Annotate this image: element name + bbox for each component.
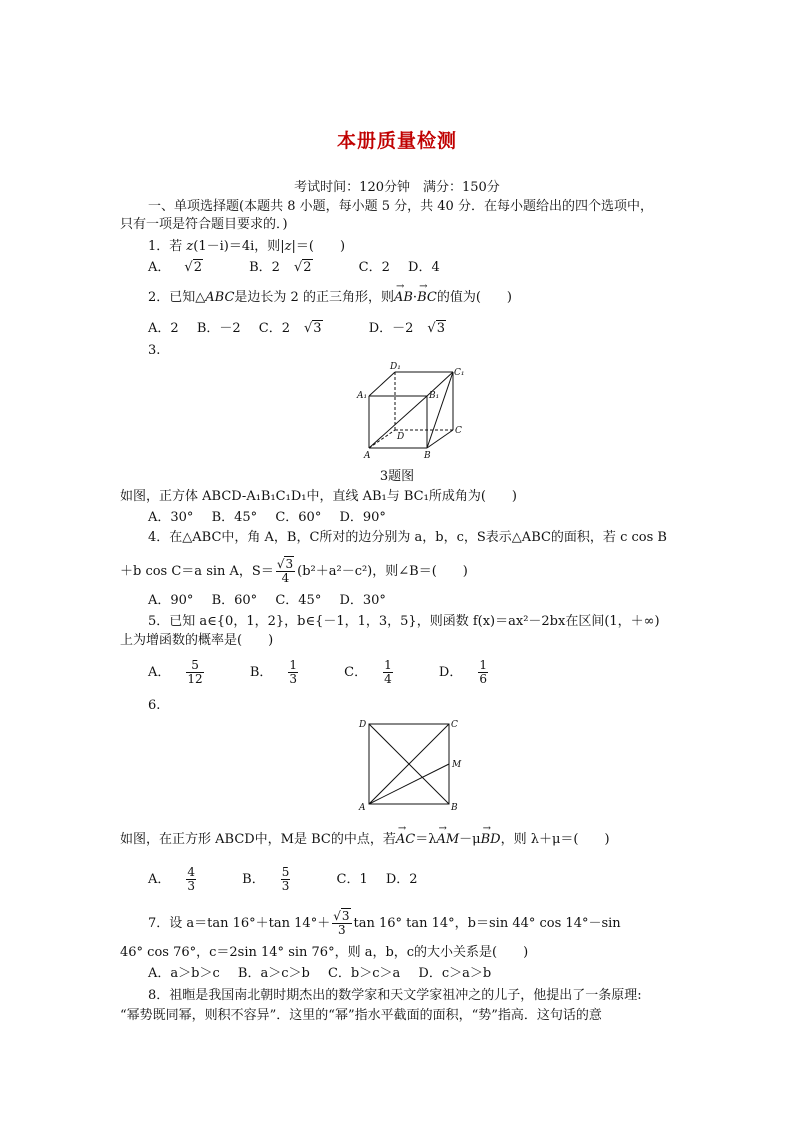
q5-options (148, 659, 708, 687)
exam-meta: 考试时间：120分钟 满分：150分 (294, 180, 500, 195)
label-B: B (451, 803, 458, 812)
q7-option-d: D．c＞a＞b (418, 966, 492, 981)
q5-line1: 5．已知 a∈{0，1，2}，b∈{－1，1，3，5}，则函数 f(x)＝ax²－2bx在区间(1，＋∞) (148, 614, 660, 629)
q1-option-c: C．2 (358, 260, 390, 275)
q3-stem: 如图，正方体 ABCD-A₁B₁C₁D₁中，直线 AB₁与 BC₁所成角为( ) (120, 489, 517, 504)
label-A: A (359, 803, 366, 812)
q3-options (148, 509, 708, 527)
square-figure (355, 716, 465, 812)
q4-options (148, 592, 708, 610)
section-heading-line2: 只有一项是符合题目要求的．) (120, 217, 288, 232)
q3-option-a: A．30° (148, 510, 194, 525)
q5-option-c: C． $\frac{1}{4}$ (344, 658, 392, 686)
label-A: A (364, 451, 371, 460)
label-D1: D₁ (390, 362, 401, 372)
q4-option-d: D．30° (339, 593, 386, 608)
q3-option-b: B．45° (211, 510, 258, 525)
q4-line1: 4．在△ABC中，角 A，B，C所对的边分别为 a，b，c，S表示△ABC的面积，若 c cos B (148, 530, 667, 545)
label-A1: A₁ (357, 391, 368, 401)
q5-line2: 上为增函数的概率是( ) (120, 633, 274, 648)
q7-option-b: B．a＞c＞b (237, 966, 310, 981)
q8-line1: 8．祖暅是我国南北朝时期杰出的数学家和天文学家祖冲之的儿子，他提出了一条原理: (148, 988, 642, 1003)
q2-options (148, 320, 708, 338)
q6-options (148, 866, 708, 894)
label-B1: B₁ (429, 391, 440, 401)
label-D: D (359, 720, 367, 730)
label-C1: C₁ (454, 368, 465, 378)
q1-options (148, 259, 708, 277)
q6-option-b: B． $\frac{5}{3}$ (242, 865, 290, 893)
q7-options (148, 965, 708, 983)
q7-line2: 46° cos 76°，c＝2sin 14° sin 76°，则 a，b，c的大小关系是( ) (120, 945, 529, 960)
q8-line2: “幂势既同幂，则积不容异”．这里的“幂”指水平截面的面积，“势”指高．这句话的意 (120, 1008, 602, 1023)
label-M: M (452, 760, 462, 770)
q2-option-c: C．2 √3 (258, 321, 322, 336)
q4-line2: ＋b cos C＝a sin A，S＝ $\frac{√3}{4}$ (b²＋a²－c²)，则∠B＝( ) (120, 557, 468, 585)
q1-option-d: D．4 (408, 260, 440, 275)
q4-option-c: C．45° (275, 593, 322, 608)
q4-option-b: B．60° (211, 593, 258, 608)
q6-option-c: C．1 (336, 872, 368, 887)
q1-option-b: B．2 √2 (249, 260, 312, 275)
q7-option-c: C．b＞c＞a (327, 966, 401, 981)
q6-number: 6. (148, 698, 161, 713)
q3-option-d: D．90° (339, 510, 386, 525)
q1-stem: 1．若 z(1－i)＝4i，则|z|＝( ) (148, 239, 346, 254)
q5-option-d: D． $\frac{1}{6}$ (438, 658, 487, 686)
q1-option-a: A． √2 (148, 260, 202, 275)
page-title: 本册质量检测 (336, 130, 457, 152)
q4-option-a: A．90° (148, 593, 194, 608)
q5-option-b: B． $\frac{1}{3}$ (249, 658, 298, 686)
q6-option-d: D．2 (385, 872, 418, 887)
cube-figure (355, 360, 465, 460)
q3-number: 3. (148, 343, 161, 358)
label-C: C (455, 426, 462, 436)
label-D: D (397, 432, 405, 442)
q3-option-c: C．60° (275, 510, 322, 525)
label-C: C (451, 720, 458, 730)
q2-option-d: D．－2 √3 (368, 321, 445, 336)
label-B: B (424, 451, 431, 460)
q6-stem: 如图，在正方形 ABCD中，M是 BC的中点，若→ AC＝λ→ AM－μ→ BD，则 λ＋μ＝( ) (120, 831, 680, 849)
q2-stem: 2．已知△ABC是边长为 2 的正三角形，则→ AB·→ BC的值为( ) (148, 289, 708, 307)
q7-line1: 7．设 a＝tan 16°＋tan 14°＋ $\frac{√3}{3}$ tan 16° tan 14°，b＝sin 44° cos 14°－sin (148, 909, 621, 937)
q7-option-a: A．a＞b＞c (148, 966, 220, 981)
q3-caption: 3题图 (379, 469, 415, 484)
section-heading-line1: 一、单项选择题(本题共 8 小题，每小题 5 分，共 40 分．在每小题给出的四个选项中， (148, 199, 653, 214)
q2-option-b: B．－2 (196, 321, 241, 336)
q6-option-a: A． $\frac{4}{3}$ (148, 865, 196, 893)
q2-option-a: A．2 (148, 321, 179, 336)
q5-option-a: A． $\frac{5}{12}$ (148, 658, 203, 686)
